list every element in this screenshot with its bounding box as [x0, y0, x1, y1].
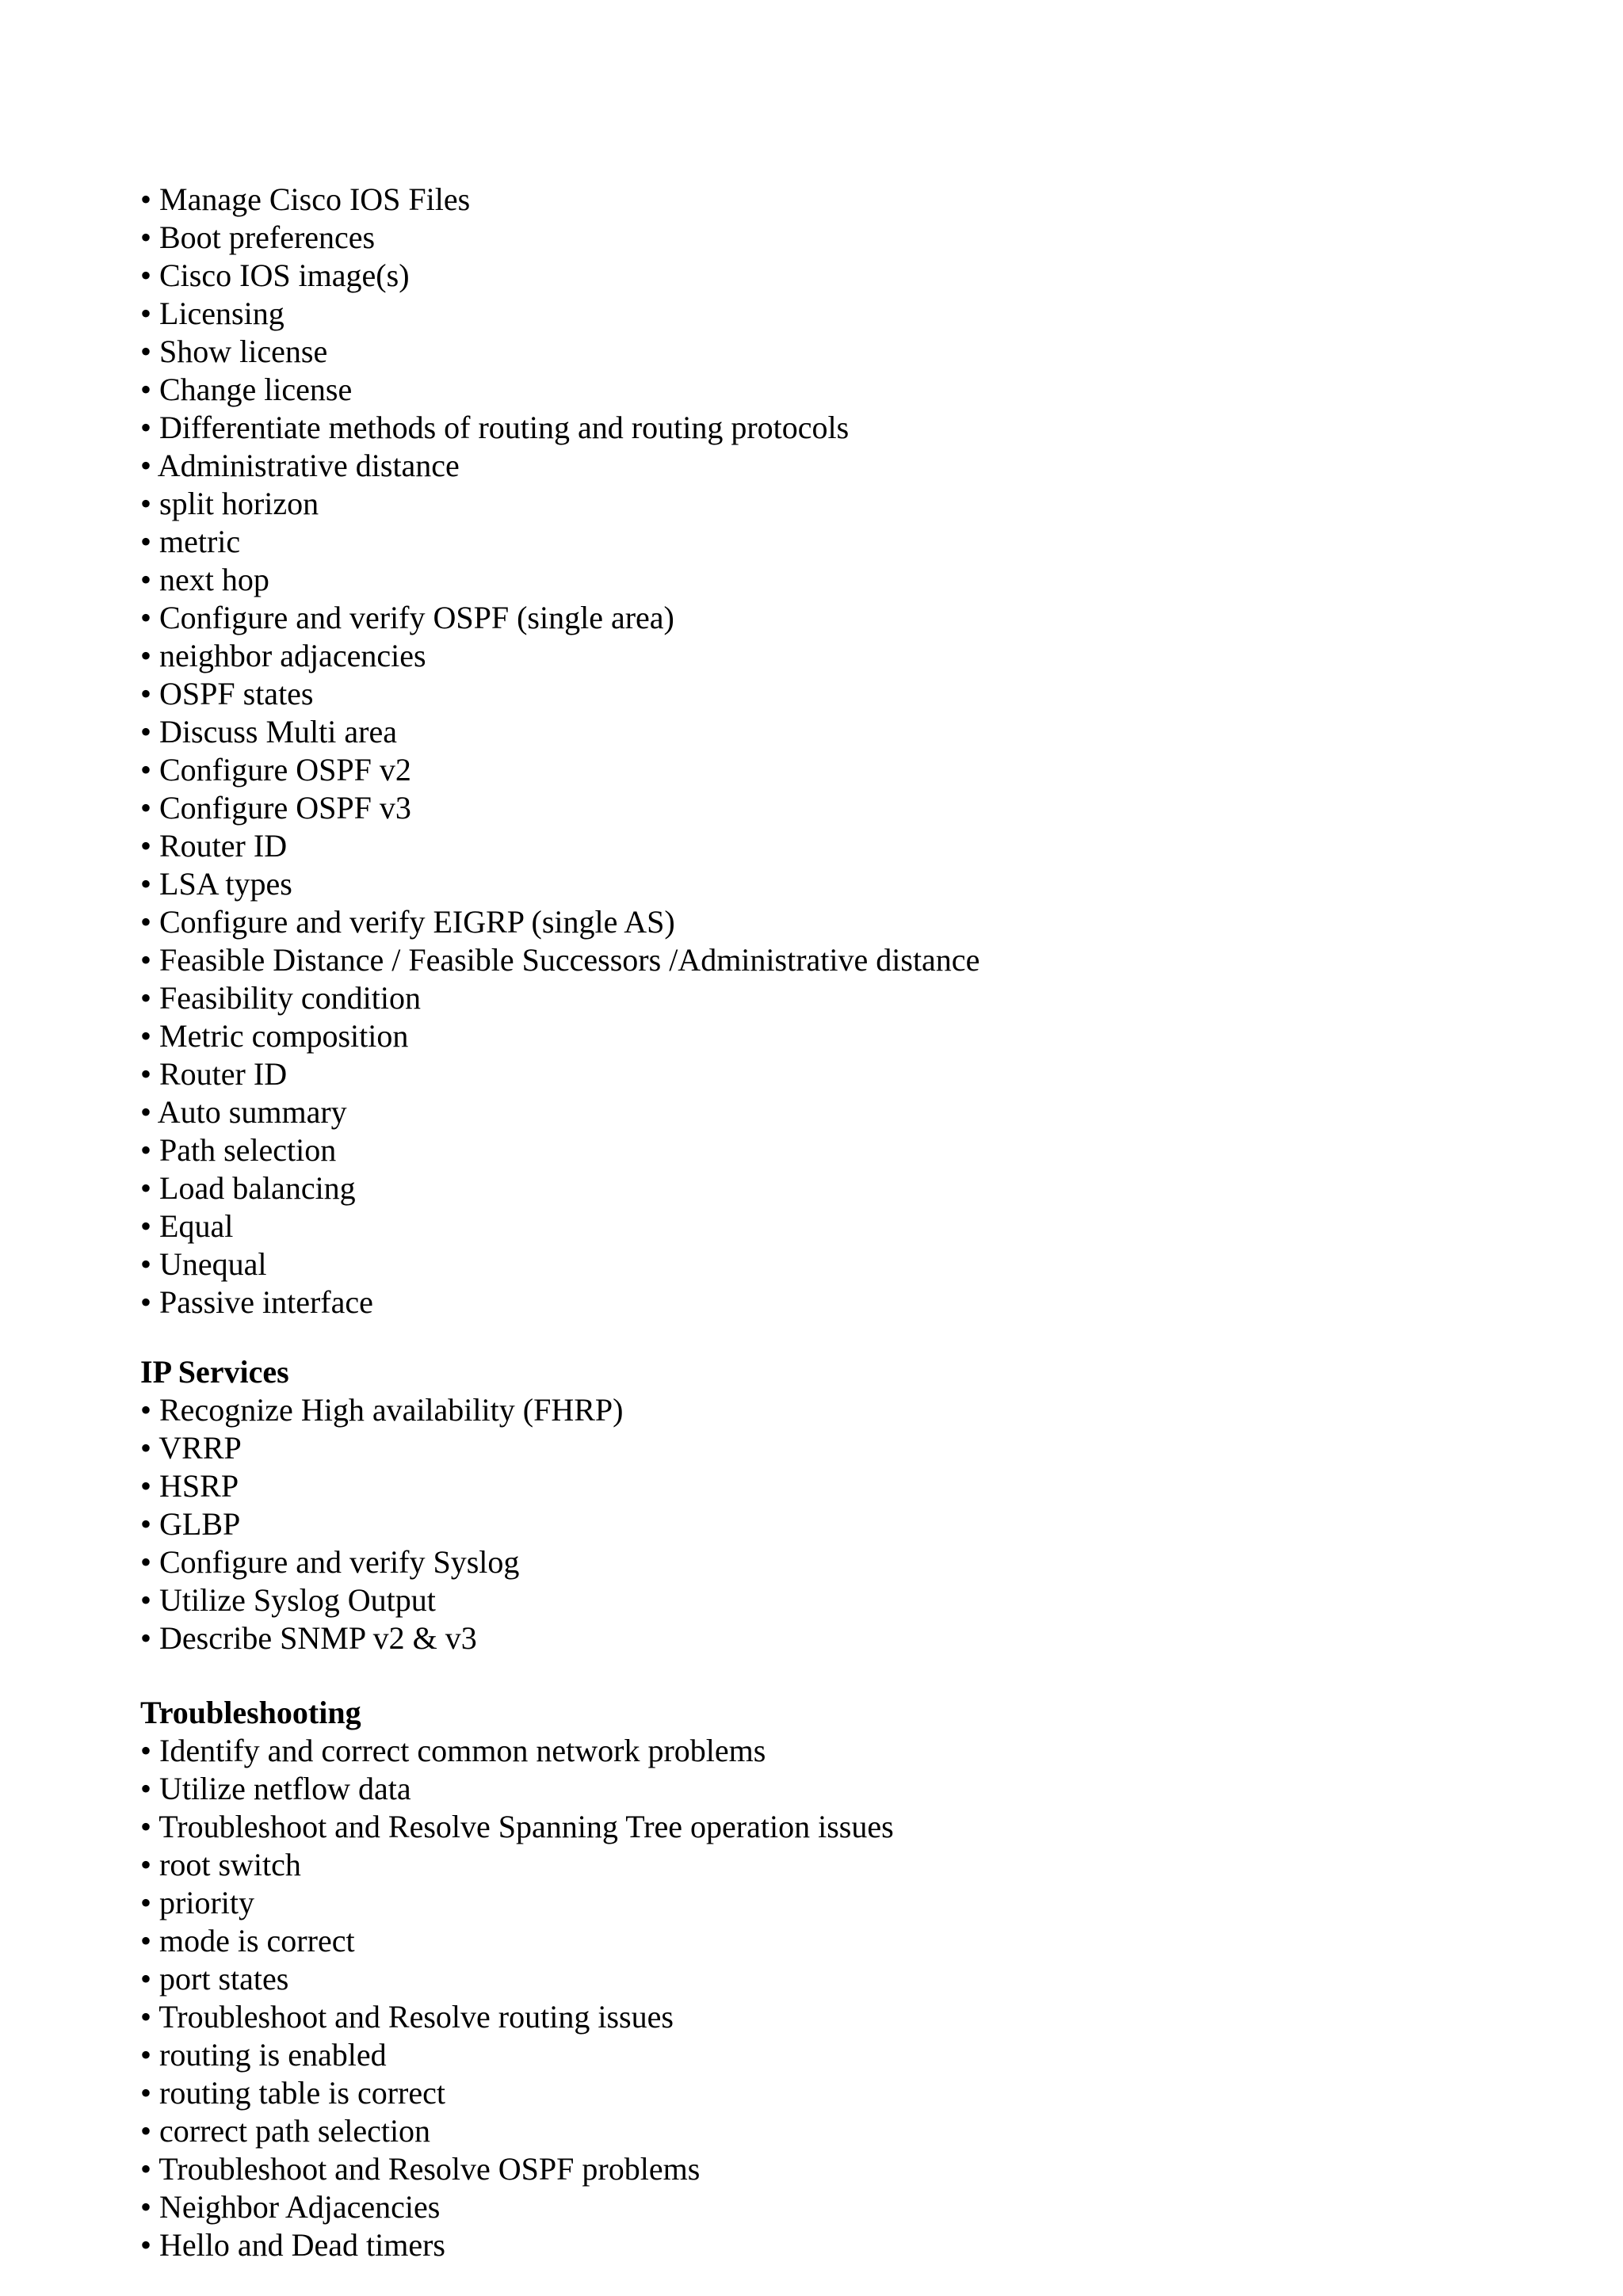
list-item: • Troubleshoot and Resolve OSPF problems [140, 2151, 701, 2187]
list-item: • split horizon [140, 486, 319, 521]
list-item: • Show license [140, 334, 328, 369]
list-item: • metric [140, 524, 241, 559]
list-item: • Differentiate methods of routing and routing protocols [140, 410, 850, 445]
list-item: • Recognize High availability (FHRP) [140, 1392, 624, 1428]
list-item: • Describe SNMP v2 & v3 [140, 1620, 477, 1656]
list-item: • port states [140, 1961, 289, 1997]
list-item: • neighbor adjacencies [140, 638, 426, 673]
list-item: • Utilize Syslog Output [140, 1582, 436, 1618]
section-heading: IP Services [140, 1354, 289, 1390]
list-item: • Metric composition [140, 1018, 409, 1054]
list-item: • Identify and correct common network problems [140, 1733, 766, 1768]
list-item: • Troubleshoot and Resolve Spanning Tree operation issues [140, 1809, 894, 1844]
list-item: • Configure and verify OSPF (single area) [140, 600, 674, 635]
list-item: • Boot preferences [140, 219, 376, 255]
list-item: • routing table is correct [140, 2075, 445, 2111]
list-item: • Configure OSPF v3 [140, 790, 411, 826]
list-item: • next hop [140, 562, 269, 597]
list-item: • HSRP [140, 1468, 239, 1504]
list-item: • Path selection [140, 1132, 337, 1168]
list-item: • priority [140, 1885, 254, 1920]
list-item: • Hello and Dead timers [140, 2227, 445, 2263]
list-item: • Passive interface [140, 1284, 373, 1320]
list-item: • Manage Cisco IOS Files [140, 181, 471, 217]
list-item: • Licensing [140, 296, 285, 331]
list-item: • Change license [140, 372, 353, 407]
list-item: • Configure and verify Syslog [140, 1544, 520, 1580]
list-item: • LSA types [140, 866, 292, 902]
list-item: • Router ID [140, 828, 288, 864]
list-item: • root switch [140, 1847, 301, 1882]
list-item: • Configure and verify EIGRP (single AS) [140, 904, 675, 940]
list-item: • Equal [140, 1208, 234, 1244]
list-item: • correct path selection [140, 2113, 431, 2149]
list-item: • VRRP [140, 1430, 242, 1466]
list-item: • Cisco IOS image(s) [140, 257, 410, 293]
list-item: • Feasibility condition [140, 980, 421, 1016]
list-item: • Utilize netflow data [140, 1771, 411, 1806]
list-item: • Discuss Multi area [140, 714, 397, 749]
list-item: • Router ID [140, 1056, 288, 1092]
list-item: • Neighbor Adjacencies [140, 2189, 441, 2225]
list-item: • Unequal [140, 1246, 267, 1282]
list-item: • Administrative distance [140, 448, 460, 483]
list-item: • GLBP [140, 1506, 241, 1542]
list-item: • Auto summary [140, 1094, 347, 1130]
list-item: • Troubleshoot and Resolve routing issues [140, 1999, 674, 2035]
list-item: • Configure OSPF v2 [140, 752, 411, 788]
section-troubleshooting [140, 1694, 1567, 2264]
section-routing-list [140, 181, 1567, 1322]
list-item: • Load balancing [140, 1170, 356, 1206]
section-heading: Troubleshooting [140, 1695, 361, 1730]
list-item: • routing is enabled [140, 2037, 387, 2073]
list-item: • Feasible Distance / Feasible Successors /Administrative distance [140, 942, 980, 978]
list-item: • mode is correct [140, 1923, 355, 1958]
section-ip-services [140, 1353, 1567, 1657]
list-item: • OSPF states [140, 676, 314, 711]
